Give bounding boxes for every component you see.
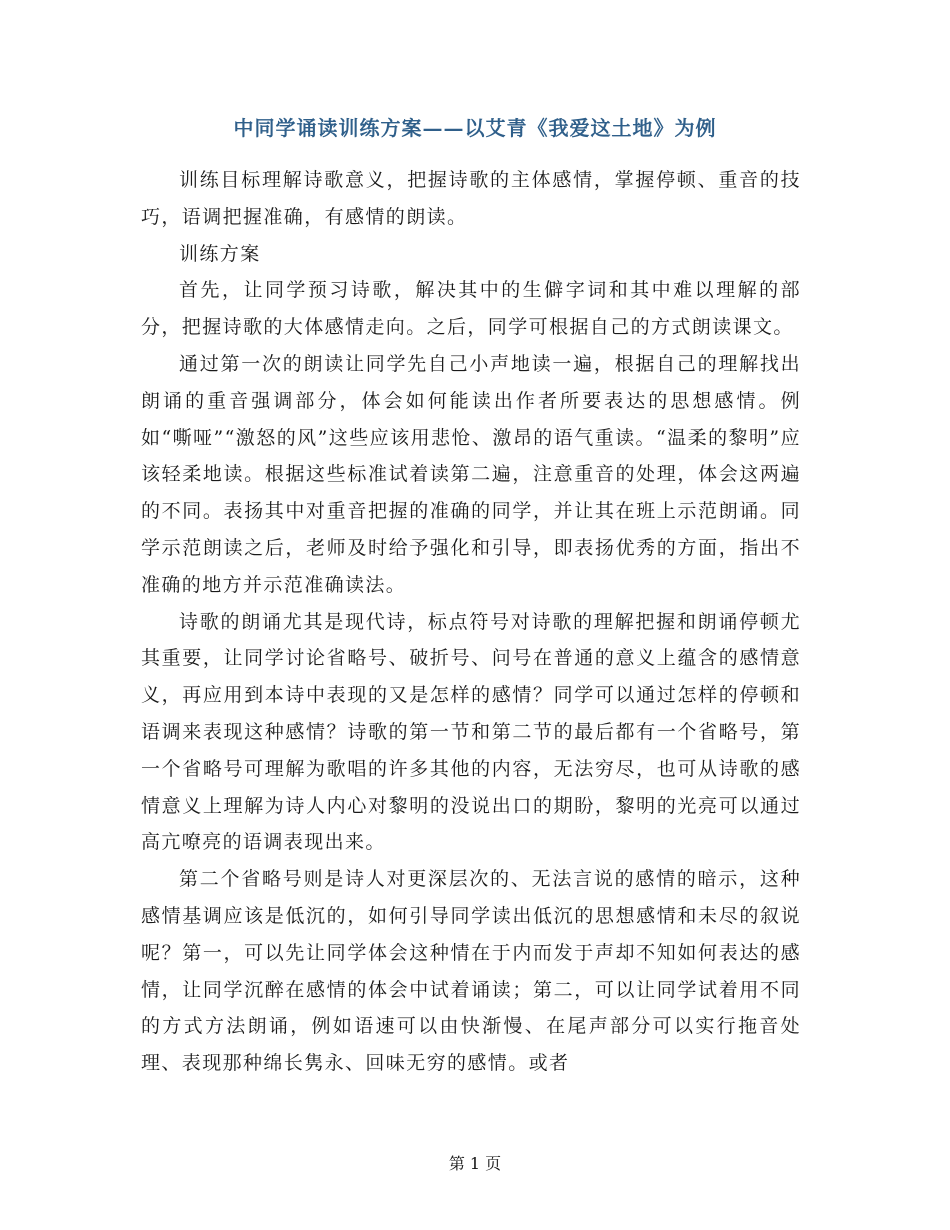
paragraph-first-reading: 通过第一次的朗读让同学先自己小声地读一遍，根据自己的理解找出朗诵的重音强调部分，体会如何能读出作者所要表达的思想感情。例如“嘶哑”“激怒的风”这些应该用悲怆、激昂的语气重读。“温柔的黎明”应该轻柔地读。根据这些标准试着读第二遍，注意重音的处理，体会这两遍的不同。表扬其中对重音把握的准确的同学，并让其在班上示范朗诵。同学示范朗读之后，老师及时给予强化和引导，即表扬优秀的方面，指出不准确的地方并示范准确读法。	[141, 352, 801, 596]
document-title: 中同学诵读训练方案——以艾青《我爱这土地》为例	[233, 116, 717, 140]
paragraph-training-goal: 训练目标理解诗歌意义，把握诗歌的主体感情，掌握停顿、重音的技巧，语调把握准确，有感情的朗读。	[141, 169, 801, 228]
document-body	[141, 162, 801, 1082]
page-number: 第 1 页	[448, 1154, 502, 1173]
paragraph-second-ellipsis: 第二个省略号则是诗人对更深层次的、无法言说的感情的暗示，这种感情基调应该是低沉的，如何引导同学读出低沉的思想感情和未尽的叙说呢？第一，可以先让同学体会这种情在于内而发于声却不知如何表达的感情，让同学沉醉在感情的体会中试着诵读；第二，可以让同学试着用不同的方式方法朗诵，例如语速可以由快渐慢、在尾声部分可以实行拖音处理、表现那种绵长隽永、回味无穷的感情。或者	[141, 868, 801, 1075]
paragraph-punctuation: 诗歌的朗诵尤其是现代诗，标点符号对诗歌的理解把握和朗诵停顿尤其重要，让同学讨论省略号、破折号、问号在普通的意义上蕴含的感情意义，再应用到本诗中表现的又是怎样的感情？同学可以通过怎样的停顿和语调来表现这种感情？诗歌的第一节和第二节的最后都有一个省略号，第一个省略号可理解为歌唱的许多其他的内容，无法穷尽，也可从诗歌的感情意义上理解为诗人内心对黎明的没说出口的期盼，黎明的光亮可以通过高亢嘹亮的语调表现出来。	[141, 610, 801, 854]
paragraph-training-plan-heading: 训练方案	[179, 242, 261, 265]
paragraph-preview: 首先，让同学预习诗歌，解决其中的生僻字词和其中难以理解的部分，把握诗歌的大体感情走向。之后，同学可根据自己的方式朗读课文。	[141, 279, 801, 339]
